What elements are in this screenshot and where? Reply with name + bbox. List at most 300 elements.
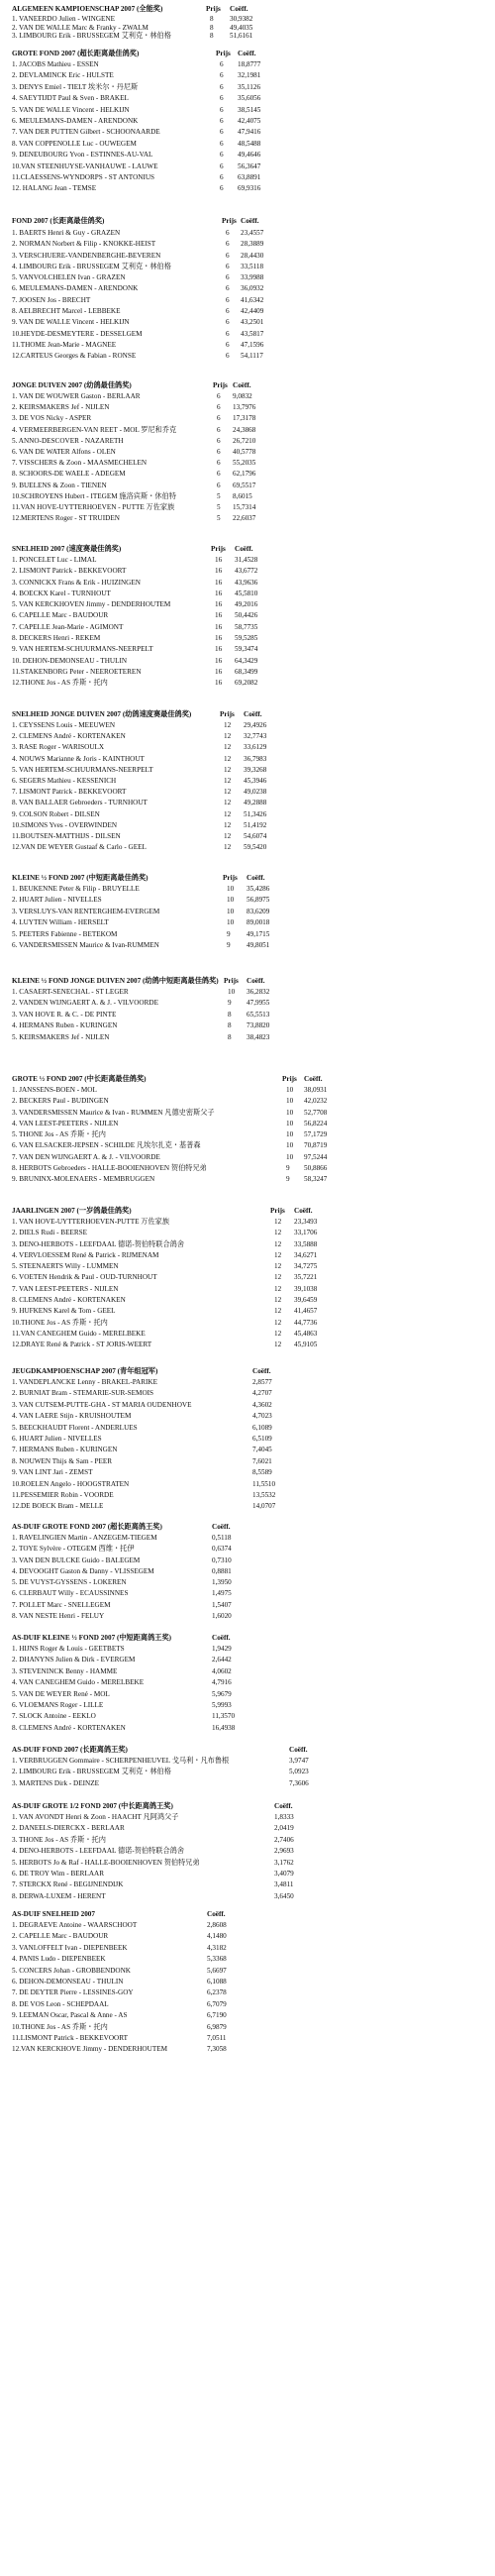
entrant-name: 8. AELBRECHT Marcel - LEBBEKE [12,307,121,316]
entrant-name: 7. SLOCK Antoine - EEKLO [12,1712,96,1721]
column-header-prize: Prijs [213,381,228,389]
ranking-row [12,1931,493,1942]
ranking-row [12,787,493,798]
section-jeugd [12,1365,493,1513]
coefficient-value: 39,1038 [294,1284,318,1293]
coefficient-value: 36,7983 [244,754,267,763]
ranking-row [12,2033,493,2044]
ranking-row [12,1140,493,1151]
coefficient-value: 22,6037 [233,514,256,523]
coefficient-value: 69,5517 [233,481,256,489]
coefficient-value: 0,6374 [212,1545,232,1554]
ranking-row [12,116,493,127]
entrant-name: 8. CLEMENS André - KORTENAKEN [12,1296,126,1305]
entrant-name: 9. HUFKENS Karel & Tom - GEEL [12,1307,116,1316]
entrant-name: 2. CAPELLE Marc - BAUDOUR [12,1932,109,1941]
entrant-name: 10.THONE Jos - AS 乔斯・托内 [12,2022,108,2031]
section-title: GROTE ½ FOND 2007 (中长距离最佳鸽奖) [12,1075,147,1083]
entrant-name: 8. DE VOS Leon - SCHEPDAAL [12,1999,109,2008]
entrant-name: 7. POLLET Marc - SNELLEGEM [12,1600,111,1609]
ranking-row [12,1250,493,1261]
ranking-row [12,622,493,633]
coefficient-value: 73,8820 [247,1021,270,1030]
entrant-name: 4. VAN LEEST-PEETERS - NIJLEN [12,1119,119,1127]
ranking-row [12,59,493,70]
coefficient-value: 3,4079 [274,1869,294,1878]
entrant-name: 2. VANDEN WIJNGAERT A. & J. - VILVOORDE [12,999,158,1008]
entrant-name: 3. VAN HOVE R. & C. - DE PINTE [12,1010,117,1019]
section-title: JEUGDKAMPIOENSCHAP 2007 (青年组冠军) [12,1367,158,1375]
ranking-row [12,1163,493,1174]
prize-count: 16 [215,622,223,631]
entrant-name: 11.BOUTSEN-MATTHIJS - DILSEN [12,831,121,840]
coefficient-value: 35,4286 [247,885,270,893]
entrant-name: 2. DHANYNS Julien & Dirk - EVERGEM [12,1656,136,1664]
ranking-row [12,917,493,928]
entrant-name: 5. KEIRSMAKERS Jef - NIJLEN [12,1032,110,1041]
section-asduif-kleine-half-fond [12,1632,493,1734]
ranking-row [12,161,493,172]
column-header-prize: Prijs [206,5,221,13]
entrant-name: 9. DENEUBOURG Yvon - ESTINNES-AU-VAL [12,151,153,160]
column-header-prize: Prijs [282,1075,297,1083]
coefficient-value: 23,4557 [241,229,264,237]
coefficient-value: 43,2501 [241,318,264,327]
entrant-name: 2. LIMBOURG Erik - BRUSSEGEM 艾利克・林伯格 [12,1768,171,1776]
coefficient-value: 4,1480 [207,1932,227,1941]
ranking-row [12,469,493,480]
entrant-name: 3. VAN CUTSEM-PUTTE-GHA - ST MARIA OUDENHOVE [12,1400,192,1409]
coefficient-value: 3,6450 [274,1891,294,1900]
entrant-name: 4. LUYTEN William - HERSELT [12,918,109,927]
coefficient-value: 45,5810 [235,589,258,597]
ranking-row [12,1858,493,1869]
coefficient-value: 69,9316 [238,184,261,193]
entrant-name: 2. DANEELS-DIERCKX - BERLAAR [12,1824,125,1833]
prize-count: 12 [224,843,232,852]
entrant-name: 8. VAN BALLAER Gebroeders - TURNHOUT [12,799,148,807]
ranking-row [12,1533,493,1544]
coefficient-value: 6,9879 [207,2022,227,2031]
coefficient-value: 49,4035 [230,23,253,32]
ranking-row [12,1479,493,1490]
coefficient-value: 0,7310 [212,1556,232,1564]
prize-count: 6 [220,105,224,114]
ranking-row [12,491,493,502]
entrant-name: 1. VAN AVONDT Henri & Zoon - HAACHT 凡阿鸿父子 [12,1813,179,1821]
coefficient-value: 5,9993 [212,1700,232,1709]
coefficient-value: 32,7743 [244,732,267,741]
ranking-row [12,742,493,753]
coefficient-value: 52,7708 [304,1108,328,1117]
ranking-row [12,1377,493,1388]
entrant-name: 10.HEYDE-DESMEYTERE - DESSELGEM [12,329,143,338]
coefficient-value: 14,0707 [252,1502,276,1511]
entrant-name: 1. CEYSSENS Louis - MEEUWEN [12,721,116,729]
ranking-row [12,1434,493,1445]
ranking-row [12,413,493,424]
column-header-coefficient: Coëff. [294,1207,313,1215]
ranking-row [12,776,493,787]
coefficient-value: 59,5420 [244,843,267,852]
column-header-prize: Prijs [220,710,235,718]
prize-count: 5 [217,502,221,511]
prize-count: 6 [226,295,230,304]
prize-count: 8 [228,1032,232,1041]
section-title: JONGE DUIVEN 2007 (幼鸽最佳鸽奖) [12,381,132,389]
coefficient-value: 13,5532 [252,1490,276,1499]
entrant-name: 1. VANDEPLANCKE Lenny - BRAKEL-PARIKE [12,1378,158,1386]
section-title: KLEINE ½ FOND 2007 (中短距离最佳鸽奖) [12,874,148,882]
prize-count: 12 [274,1239,282,1248]
ranking-row [12,329,493,340]
entrant-name: 2. DEVLAMINCK Eric - HULSTE [12,71,114,80]
coefficient-value: 64,3429 [235,656,258,665]
entrant-name: 7. JOOSEN Jos - BRECHT [12,295,91,304]
ranking-row [12,765,493,776]
entrant-name: 3. STEVENINCK Benny - HAMME [12,1666,118,1675]
entrant-name: 2. KEIRSMAKERS Jef - NIJLEN [12,403,110,412]
ranking-row [12,1577,493,1588]
ranking-row [12,1711,493,1722]
entrant-name: 9. BRUNINX-MOLENAERS - MEMBRUGGEN [12,1175,155,1184]
section-asduif-fond [12,1744,493,1789]
coefficient-value: 28,3889 [241,240,264,249]
coefficient-value: 40,5778 [233,447,256,456]
ranking-row [12,566,493,577]
entrant-name: 9. VAN LINT Jari - ZEMST [12,1468,93,1477]
ranking-row [12,589,493,599]
prize-count: 6 [220,82,224,91]
ranking-row [12,1600,493,1611]
coefficient-value: 6,7190 [207,2011,227,2020]
coefficient-value: 56,3647 [238,161,261,170]
entrant-name: 10. DEHON-DEMONSEAU - THULIN [12,656,128,665]
column-header-prize: Prijs [222,217,237,225]
coefficient-value: 34,7275 [294,1262,318,1271]
ranking-row [12,578,493,589]
ranking-row [12,1556,493,1566]
ranking-row [12,678,493,689]
coefficient-value: 7,4045 [252,1446,272,1454]
entrant-name: 8. DECKERS Henri - REKEM [12,634,101,643]
coefficient-value: 5,6697 [207,1966,227,1975]
coefficient-value: 35,1126 [238,82,261,91]
column-header-prize: Prijs [270,1207,285,1215]
entrant-name: 10.SCHROYENS Hubert - ITEGEM 施洛宾斯・休伯特 [12,491,176,500]
coefficient-value: 2,7406 [274,1835,294,1844]
ranking-row [12,283,493,294]
ranking-row [12,998,493,1009]
prize-count: 12 [274,1284,282,1293]
entrant-name: 1. VAN DE WOUWER Gaston - BERLAAR [12,392,141,400]
entrant-name: 8. HERBOTS Gebroeders - HALLE-BOOIENHOVEN 贺伯特兄弟 [12,1164,207,1173]
coefficient-value: 3,9747 [289,1757,309,1765]
ranking-row [12,425,493,436]
ranking-row [12,1611,493,1622]
ranking-row [12,1318,493,1329]
entrant-name: 5. HERBOTS Jo & Raf - HALLE-BOOIENHOVEN 贺伯特兄弟 [12,1858,200,1867]
coefficient-value: 7,0511 [207,2033,227,2042]
prize-count: 16 [215,567,223,576]
column-header-prize: Prijs [216,50,231,57]
prize-count: 16 [215,600,223,609]
ranking-row [12,2022,493,2033]
ranking-row [12,1010,493,1020]
coefficient-value: 63,8891 [238,172,261,181]
prize-count: 9 [286,1164,290,1173]
coefficient-value: 47,9955 [247,999,270,1008]
ranking-row [12,1174,493,1185]
prize-count: 12 [274,1250,282,1259]
coefficient-value: 70,8719 [304,1141,328,1150]
coefficient-value: 0,8881 [212,1566,232,1575]
entrant-name: 5. VAN HERTEM-SCHUURMANS-NEERPELT [12,765,153,774]
coefficient-value: 9,0832 [233,392,252,400]
coefficient-value: 97,5244 [304,1152,328,1161]
column-header-coefficient: Coëff. [247,874,265,882]
prize-count: 6 [226,318,230,327]
section-jaarlingen [12,1205,493,1351]
entrant-name: 5. ANNO-DESCOVER - NAZARETH [12,436,124,445]
entrant-name: 3. VERSCHUERE-VANDENBERGHE-BEVEREN [12,251,161,260]
entrant-name: 12.VAN DE WEYER Gustaaf & Carlo - GEEL [12,843,147,852]
ranking-row [12,1846,493,1857]
ranking-row [12,731,493,742]
entrant-name: 6. VANDERSMISSEN Maurice & Ivan-RUMMEN [12,940,159,949]
column-header-coefficient: Coëff. [207,1910,226,1918]
ranking-row [12,555,493,566]
coefficient-value: 49,2016 [235,600,258,609]
coefficient-value: 1,8333 [274,1813,294,1821]
entrant-name: 6. VLOEMANS Roger - LILLE [12,1700,104,1709]
section-fond [12,215,493,363]
ranking-row [12,351,493,362]
entrant-name: 2. DIELS Rudi - BEERSE [12,1229,88,1237]
coefficient-value: 4,3182 [207,1943,227,1952]
entrant-name: 3. MARTENS Dirk - DEINZE [12,1778,100,1787]
entrant-name: 4. NOUWS Marianne & Joris - KAINTHOUT [12,754,145,763]
ranking-row [12,239,493,250]
ranking-row [12,1869,493,1879]
ranking-row [12,105,493,116]
coefficient-value: 26,7210 [233,436,256,445]
prize-count: 8 [228,1021,232,1030]
entrant-name: 7. VISSCHERS & Zoon - MAASMECHELEN [12,459,148,468]
ranking-row [12,1096,493,1107]
ranking-row [12,272,493,283]
ranking-row [12,1999,493,2010]
entrant-name: 9. VAN DE WALLE Vincent - HELKIJN [12,318,130,327]
prize-count: 6 [217,436,221,445]
entrant-name: 4. DEVOOGHT Gaston & Danny - VLISSEGEM [12,1566,154,1575]
prize-count: 6 [226,329,230,338]
coefficient-value: 30,9382 [230,15,253,23]
prize-count: 6 [226,340,230,349]
prize-count: 6 [217,459,221,468]
entrant-name: 12. HALANG Jean - TEMSE [12,184,97,193]
section-jonge-duiven [12,380,493,524]
prize-count: 6 [220,116,224,125]
prize-count: 6 [217,447,221,456]
ranking-row [12,1411,493,1422]
coefficient-value: 6,1089 [252,1423,272,1432]
ranking-row [12,1445,493,1455]
ranking-row [12,183,493,194]
prize-count: 5 [217,491,221,500]
ranking-row [12,391,493,402]
ranking-row [12,2044,493,2055]
entrant-name: 8. CLEMENS André - KORTENAKEN [12,1723,126,1732]
ranking-row [12,1284,493,1295]
ranking-row [12,1261,493,1272]
entrant-name: 6. VAN DE WATER Alfons - OLEN [12,447,116,456]
entrant-name: 11.THOME Jean-Marie - MAGNEE [12,340,117,349]
coefficient-value: 1,9429 [212,1645,232,1653]
prize-count: 10 [227,918,235,927]
entrant-name: 6. VAN ELSACKER-JEPSEN - SCHILDE 凡埃尔扎克・基普森 [12,1141,201,1150]
ranking-row [12,1767,493,1777]
prize-count: 16 [215,589,223,597]
coefficient-value: 3,1762 [274,1858,294,1867]
entrant-name: 4. VAN CANEGHEM Guido - MERELBEKE [12,1678,145,1687]
coefficient-value: 6,2378 [207,1988,227,1997]
column-header-coefficient: Coëff. [235,545,253,553]
prize-count: 16 [215,634,223,643]
section-title: AS-DUIF GROTE FOND 2007 (超长距离鸽王奖) [12,1523,162,1531]
prize-count: 6 [217,470,221,479]
entrant-name: 12.DRAYE René & Patrick - ST JORIS-WEERT [12,1341,152,1349]
entrant-name: 4. SAEYTIJDT Paul & Sven - BRAKEL [12,94,129,103]
ranking-row [12,1666,493,1677]
prize-count: 6 [220,94,224,103]
column-header-coefficient: Coëff. [212,1634,231,1642]
ranking-row [12,1823,493,1834]
prize-count: 10 [286,1141,294,1150]
entrant-name: 9. LEEMAN Oscar, Pascal & Anne - AS [12,2011,128,2020]
ranking-row [12,1835,493,1846]
ranking-row [12,1655,493,1665]
entrant-name: 2. HUART Julien - NIVELLES [12,896,102,905]
prize-count: 12 [274,1307,282,1316]
entrant-name: 5. VAN DE WEYER René - MOL [12,1689,110,1698]
coefficient-value: 43,5817 [241,329,264,338]
entrant-name: 1. HIJNS Roger & Louis - GEETBETS [12,1645,125,1653]
prize-count: 16 [215,656,223,665]
entrant-name: 5. PEETERS Fabienne - BETEKOM [12,929,118,938]
ranking-row [12,295,493,306]
entrant-name: 6. DEHON-DEMONSEAU - THULIN [12,1977,124,1986]
ranking-row [12,1891,493,1902]
prize-count: 10 [286,1108,294,1117]
coefficient-value: 5,9679 [212,1689,232,1698]
entrant-name: 3. DENO-HERBOTS - LEEFDAAL 德诺-贺伯特联合鸽舍 [12,1239,185,1248]
entrant-name: 9. BUELENS & Zoon - TIENEN [12,481,107,489]
coefficient-value: 4,3602 [252,1400,272,1409]
prize-count: 12 [274,1273,282,1282]
prize-count: 6 [226,251,230,260]
ranking-row [12,1689,493,1700]
section-grote-half-fond [12,1073,493,1186]
prize-count: 6 [226,273,230,282]
ranking-row [12,656,493,667]
ranking-row [12,1020,493,1031]
entrant-name: 2. LISMONT Patrick - BEKKEVOORT [12,567,127,576]
section-title: ALGEMEEN KAMPIOENSCHAP 2007 (全能奖) [12,5,163,13]
coefficient-value: 1,4975 [212,1589,232,1598]
coefficient-value: 17,3178 [233,414,256,423]
entrant-name: 10.ROELEN Angelo - HOOGSTRATEN [12,1479,130,1488]
entrant-name: 5. VAN DE WALLE Vincent - HELKIJN [12,105,130,114]
coefficient-value: 49,4646 [238,151,261,160]
ranking-row [12,809,493,820]
entrant-name: 4. HERMANS Ruben - KURINGEN [12,1021,118,1030]
entrant-name: 7. VAN DEN WIJNGAERT A. & J. - VILVOORDE [12,1152,160,1161]
coefficient-value: 2,9693 [274,1847,294,1856]
ranking-row [12,599,493,610]
coefficient-value: 39,6459 [294,1296,318,1305]
coefficient-value: 7,3058 [207,2045,227,2054]
ranking-row [12,481,493,491]
ranking-row [12,502,493,513]
prize-count: 10 [286,1097,294,1106]
entrant-name: 1. VERBRUGGEN Gommaire - SCHERPENHEUVEL 戈马利・凡布鲁根 [12,1757,230,1765]
ranking-row [12,940,493,951]
ranking-row [12,1700,493,1711]
entrant-name: 7. VAN LEEST-PEETERS - NIJLEN [12,1284,119,1293]
ranking-row [12,831,493,842]
entrant-name: 3. VAN DEN BULCKE Guido - BALEGEM [12,1556,141,1564]
column-header-coefficient: Coëff. [247,977,265,985]
entrant-name: 5. CONCERS Johan - GROBBENDONK [12,1966,131,1975]
coefficient-value: 43,6772 [235,567,258,576]
ranking-row [12,842,493,853]
prize-count: 10 [227,907,235,915]
entrant-name: 4. BOECKX Karel - TURNHOUT [12,589,111,597]
coefficient-value: 54,6074 [244,831,267,840]
prize-count: 9 [227,929,231,938]
section-title: AS-DUIF GROTE 1/2 FOND 2007 (中长距离鸽王奖) [12,1802,173,1810]
prize-count: 12 [274,1341,282,1349]
ranking-row [12,317,493,328]
entrant-name: 6. CLERBAUT Willy - ECAUSSINNES [12,1589,129,1598]
ranking-row [12,150,493,161]
section-asduif-snelheid [12,1908,493,2056]
coefficient-value: 2,6442 [212,1656,232,1664]
prize-count: 10 [228,988,236,996]
ranking-row [12,127,493,138]
entrant-name: 9. VAN HERTEM-SCHUURMANS-NEERPELT [12,645,153,654]
ranking-row [12,1217,493,1228]
coefficient-value: 50,4426 [235,611,258,620]
ranking-row [12,2010,493,2021]
prize-count: 6 [220,71,224,80]
ranking-row [12,1388,493,1399]
prize-count: 16 [215,556,223,564]
entrant-name: 3. VANLOFFELT Ivan - DIEPENBEEK [12,1943,128,1952]
coefficient-value: 41,6342 [241,295,264,304]
coefficient-value: 4,7916 [212,1678,232,1687]
coefficient-value: 41,4657 [294,1307,318,1316]
prize-count: 12 [224,799,232,807]
coefficient-value: 7,6021 [252,1456,272,1465]
prize-count: 16 [215,667,223,676]
coefficient-value: 38,0931 [304,1086,328,1094]
ranking-row [12,306,493,317]
coefficient-value: 45,4863 [294,1329,318,1338]
coefficient-value: 58,7735 [235,622,258,631]
ranking-row [12,513,493,524]
